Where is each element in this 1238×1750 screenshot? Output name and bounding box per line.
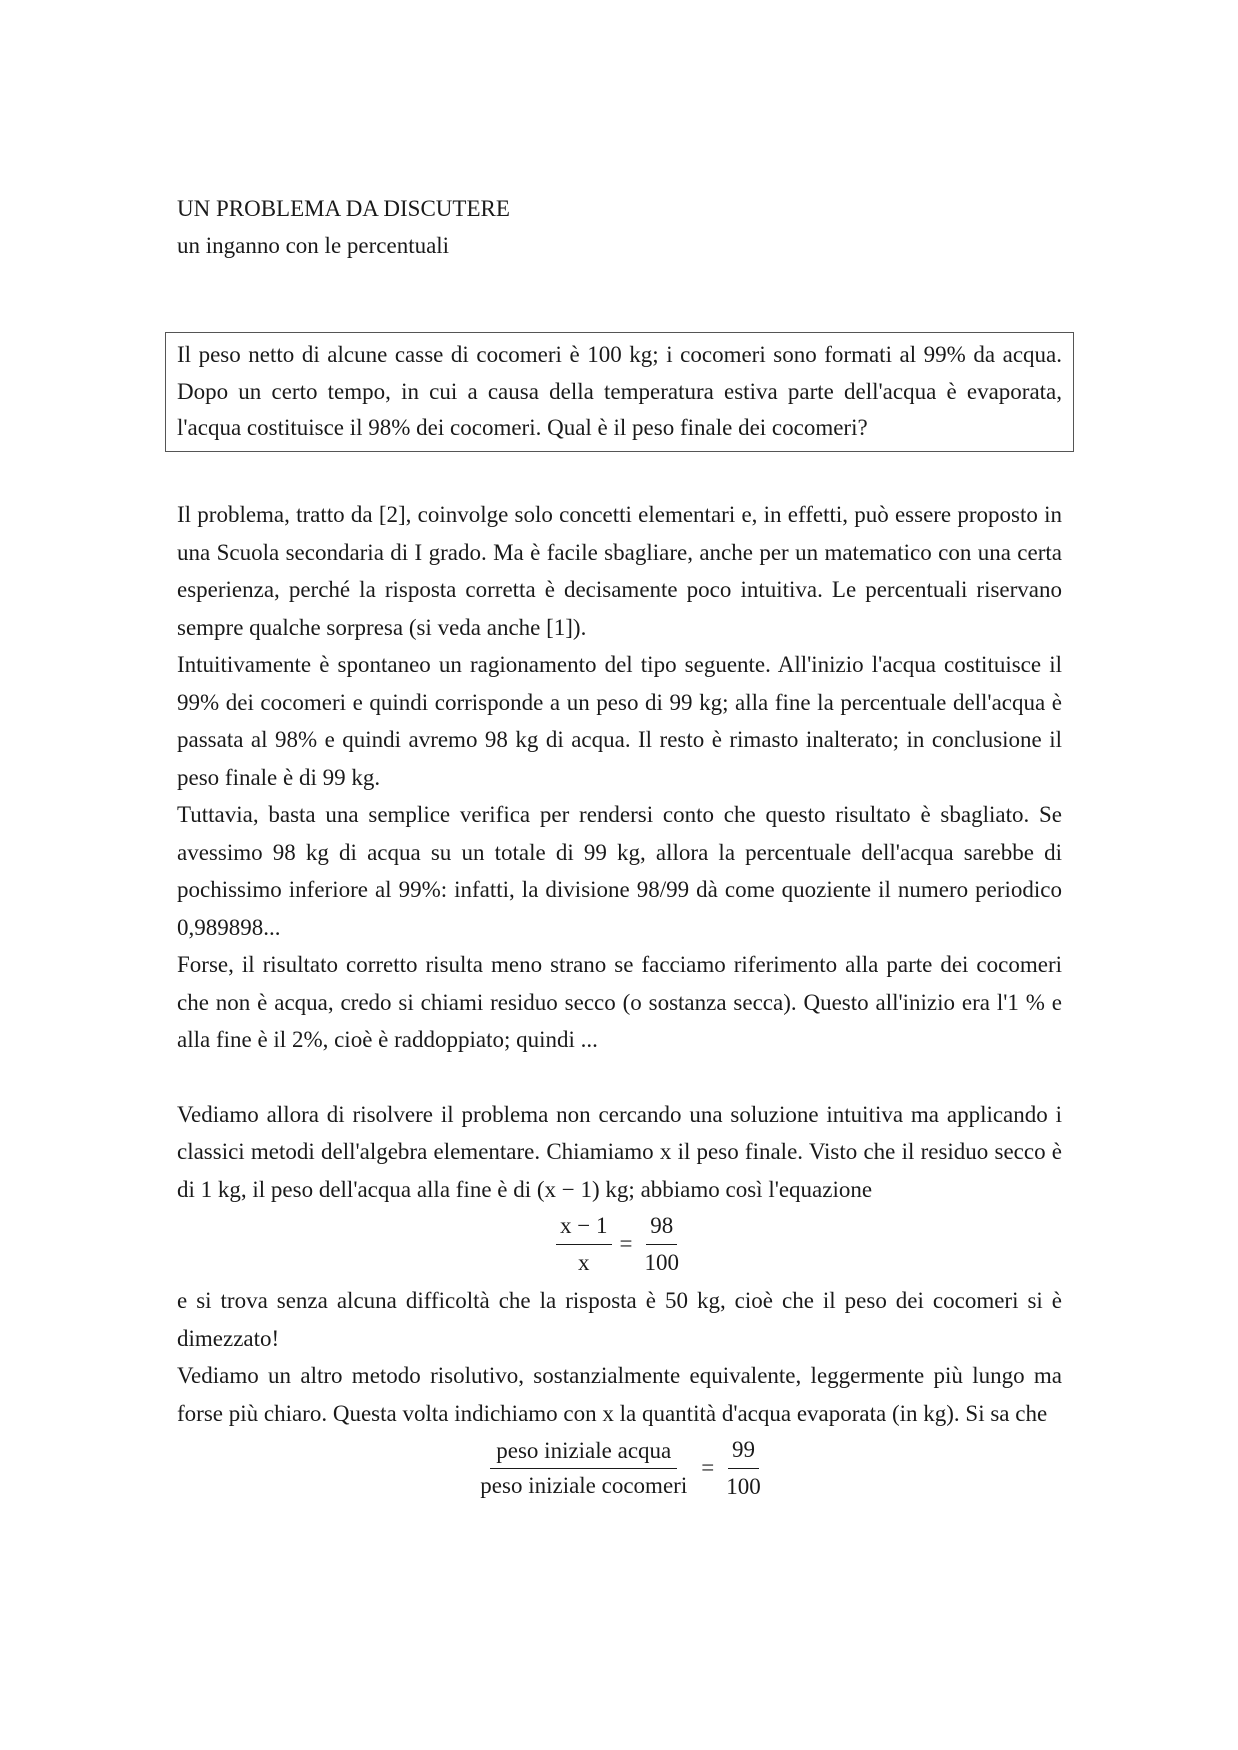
equation-2-rhs-fraction (722, 1433, 765, 1504)
equation-1-lhs-fraction (556, 1209, 611, 1280)
problem-text: Il peso netto di alcune casse di cocomeri è 100 kg; i cocomeri sono formati al 99% da acqua. Dopo un certo tempo, in cui a causa della temperatura estiva parte dell'acqua è evaporata, l'acqua costituisce il 98% dei cocomeri. Qual è il peso finale dei cocomeri? (177, 342, 1062, 440)
paragraph-4: Forse, il risultato corretto risulta meno strano se facciamo riferimento alla parte dei cocomeri che non è acqua, credo si chiami residuo secco (o sostanza secca). Questo all'inizio era l'1 % e alla fine è il 2%, cioè è raddoppiato; quindi ... (177, 952, 1062, 1052)
paragraph-7: Vediamo un altro metodo risolutivo, sostanzialmente equivalente, leggermente più lungo ma forse più chiaro. Questa volta indichiamo con x la quantità d'acqua evaporata (in kg). Si sa che (177, 1363, 1062, 1426)
equation-2 (177, 1430, 1062, 1506)
equation-2-lhs-numerator: peso iniziale acqua (490, 1434, 677, 1469)
equation-1-lhs-denominator: x (578, 1249, 590, 1275)
equation-2-rhs-denominator: 100 (726, 1473, 761, 1499)
equation-1-rhs-fraction (640, 1209, 683, 1280)
equation-1 (177, 1206, 1062, 1282)
paragraph-5: Vediamo allora di risolvere il problema non cercando una soluzione intuitiva ma applicando i classici metodi dell'algebra elementare. Chiamiamo x il peso finale. Visto che il residuo secco è di 1 kg, il peso dell'acqua alla fine è di (x − 1) kg; abbiamo così l'equazione (177, 1101, 1062, 1202)
equation-1-rhs-numerator: 98 (646, 1209, 677, 1245)
equation-1-rhs-denominator: 100 (644, 1249, 679, 1275)
page-title: UN PROBLEMA DA DISCUTERE (177, 196, 510, 221)
paragraph-1: Il problema, tratto da [2], coinvolge solo concetti elementari e, in effetti, può essere proposto in una Scuola secondaria di I grado. Ma è facile sbagliare, anche per un matematico con una certa esperienza, perché la risposta corretta è decisamente poco intuitiva. Le percentuali riservano sempre qualche sorpresa (si veda anche [1]). (177, 502, 1062, 640)
body-text (177, 496, 1062, 1506)
paragraph-3: Tuttavia, basta una semplice verifica per rendersi conto che questo risultato è sbagliato. Se avessimo 98 kg di acqua su un totale di 99 kg, allora la percentuale dell'acqua sarebbe di pochissimo inferiore al 99%: infatti, la divisione 98/99 dà come quoziente il numero periodico 0,989898... (177, 802, 1062, 940)
problem-statement-box (165, 332, 1074, 452)
equation-1-lhs-numerator: x − 1 (556, 1209, 611, 1245)
equation-2-lhs-denominator: peso iniziale cocomeri (480, 1472, 688, 1498)
document-page (177, 190, 1062, 1499)
paragraph-6: e si trova senza alcuna difficoltà che la risposta è 50 kg, cioè che il peso dei cocomeri si è dimezzato! (177, 1288, 1062, 1351)
equation-2-rhs-numerator: 99 (728, 1433, 759, 1469)
page-subtitle: un inganno con le percentuali (177, 233, 450, 258)
paragraph-2: Intuitivamente è spontaneo un ragionamento del tipo seguente. All'inizio l'acqua costituisce il 99% dei cocomeri e quindi corrisponde a un peso di 99 kg; alla fine la percentuale dell'acqua è passata al 98% e quindi avremo 98 kg di acqua. Il resto è rimasto inalterato; in conclusione il peso finale è di 99 kg. (177, 652, 1062, 790)
paragraph-spacer (177, 1059, 1062, 1096)
equation-1-equals: = (619, 1231, 633, 1257)
equation-2-lhs-fraction (474, 1434, 693, 1503)
equation-2-equals: = (701, 1455, 715, 1481)
